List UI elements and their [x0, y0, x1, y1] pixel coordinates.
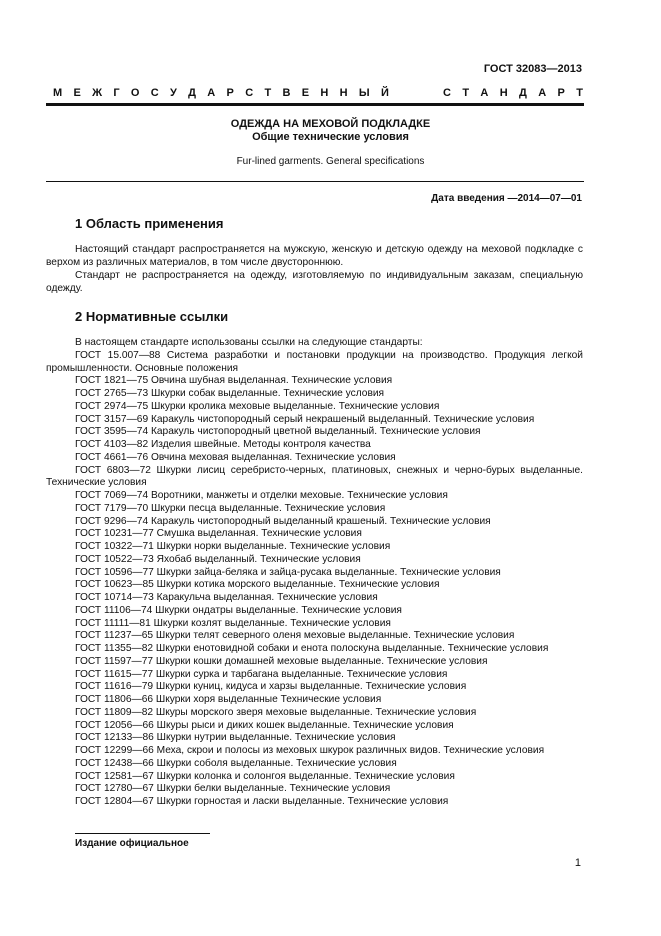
section-1-p2-text: Стандарт не распространяется на одежду, изготовляемую по индивидуальным заказам, специальную одежду. [46, 270, 583, 294]
reference-item: ГОСТ 12056—66 Шкуры рыси и диких кошек выделанные. Технические условия [75, 719, 454, 731]
reference-item: ГОСТ 12438—66 Шкурки соболя выделанные. Технические условия [75, 757, 397, 769]
banner-letter: С [150, 87, 159, 99]
reference-item: ГОСТ 15.007—88 Система разработки и постановки продукции на производство. Продукция легкой промышленности. Основные положения [46, 349, 583, 374]
reference-item: ГОСТ 10714—73 Каракульча выделанная. Технические условия [75, 592, 378, 603]
banner-letter: Н [320, 87, 329, 99]
title-sub: Общие технические условия [252, 131, 409, 143]
reference-item: ГОСТ 11615—77 Шкурки сурка и тарбагана выделанные. Технические условия [75, 668, 448, 680]
banner-letter: В [282, 87, 291, 99]
banner-letter: А [538, 87, 547, 99]
banner-letter: Т [576, 87, 583, 99]
banner-letter: О [130, 87, 140, 99]
reference-item: ГОСТ 12804—67 Шкурки горностая и ласки выделанные. Технические условия [75, 796, 449, 807]
reference-item: ГОСТ 6803—72 Шкурки лисиц серебристо-черных, платиновых, снежных и черно-бурых выделанные. Технические условия [46, 464, 583, 489]
reference-item: ГОСТ 7069—74 Воротники, манжеты и отделки меховые. Технические условия [75, 490, 448, 501]
banner-letter: А [480, 87, 489, 99]
reference-item: ГОСТ 11597—77 Шкурки кошки домашней меховые выделанные. Технические условия [75, 655, 488, 667]
reference-item: ГОСТ 2974—75 Шкурки кролика меховые выделанные. Технические условия [75, 400, 440, 412]
reference-item: ГОСТ 1821—75 Овчина шубная выделанная. Технические условия [75, 375, 393, 387]
banner-letter: Й [380, 87, 389, 99]
title-english: Fur-lined garments. General specifications [236, 156, 425, 167]
reference-item: ГОСТ 11806—66 Шкурки хоря выделанные Технические условия [75, 694, 382, 705]
introduction-date: Дата введения —2014—07—01 [431, 193, 582, 204]
title-rule [46, 181, 584, 182]
gost-number: ГОСТ 32083—2013 [483, 63, 582, 75]
banner-letter: Н [339, 87, 348, 99]
reference-item: ГОСТ 11616—79 Шкурки куниц, кидуса и харзы выделанные. Технические условия [75, 681, 467, 693]
reference-item: ГОСТ 9296—74 Каракуль чистопородный выделанный крашеный. Технические условия [75, 515, 491, 527]
reference-item: ГОСТ 10596—77 Шкурки зайца-беляка и зайца-русака выделанные. Технические условия [75, 566, 501, 578]
reference-item: ГОСТ 3595—74 Каракуль чистопородный цветной выделанный. Технические условия [75, 426, 481, 438]
banner-letter: Н [499, 87, 508, 99]
banner-letter: Т [264, 87, 272, 99]
header-rule [46, 103, 584, 106]
reference-item: ГОСТ 11355—82 Шкурки енотовидной собаки и енота полоскуна выделанные. Технические условия [75, 643, 549, 654]
reference-item: ГОСТ 12299—66 Меха, скрои и полосы из меховых шкурок различных видов. Технические условия [75, 745, 545, 756]
banner-letter: А [207, 87, 216, 99]
reference-item: ГОСТ 11237—65 Шкурки телят северного оленя меховые выделанные. Технические условия [75, 630, 515, 642]
reference-item: ГОСТ 11809—82 Шкуры морского зверя меховые выделанные. Технические условия [75, 706, 477, 718]
banner-letter: С [443, 87, 451, 99]
footer-rule [75, 833, 210, 834]
section-1-p1-text: Настоящий стандарт распространяется на мужскую, женскую и детскую одежду на меховой подкладке с верхом из различных материалов, в том числе двустороннюю. [46, 244, 583, 268]
banner-letter: Т [462, 87, 470, 99]
reference-item: ГОСТ 12581—67 Шкурки колонка и солонгоя выделанные. Технические условия [75, 770, 455, 782]
standard-banner [53, 87, 583, 99]
banner-letter: С [245, 87, 254, 99]
section-1-paragraph-2 [46, 270, 583, 295]
banner-letter: Ы [358, 87, 370, 99]
reference-item: ГОСТ 12780—67 Шкурки белки выделанные. Технические условия [75, 783, 391, 795]
section-1-heading: 1 Область применения [75, 216, 224, 231]
banner-letter: Е [73, 87, 81, 99]
banner-letter: Ж [92, 87, 103, 99]
title-main: ОДЕЖДА НА МЕХОВОЙ ПОДКЛАДКЕ [230, 118, 431, 130]
banner-letter: Г [113, 87, 120, 99]
reference-item: ГОСТ 10231—77 Смушка выделанная. Технические условия [75, 528, 362, 540]
banner-letter: У [170, 87, 177, 99]
reference-item: ГОСТ 11111—81 Шкурки козлят выделанные. Технические условия [75, 617, 391, 629]
reference-item: ГОСТ 11106—74 Шкурки ондатры выделанные. Технические условия [75, 604, 402, 616]
reference-item: ГОСТ 2765—73 Шкурки собак выделанные. Технические условия [75, 388, 385, 399]
banner-letter: Е [301, 87, 310, 99]
banner-letter: Д [188, 87, 196, 99]
section-1-paragraph-1 [46, 244, 583, 269]
reference-item: ГОСТ 3157—69 Каракуль чистопородный серый некрашеный выделанный. Технические условия [75, 413, 535, 425]
references-intro: В настоящем стандарте использованы ссылки на следующие стандарты: [75, 337, 423, 348]
reference-item: ГОСТ 4103—82 Изделия швейные. Методы контроля качества [75, 439, 371, 450]
section-2-heading: 2 Нормативные ссылки [75, 309, 229, 324]
banner-letter: М [53, 87, 63, 99]
reference-item: ГОСТ 10522—73 Яхобаб выделанный. Технические условия [75, 553, 361, 565]
banner-letter: Р [557, 87, 565, 99]
reference-item: ГОСТ 4661—76 Овчина меховая выделанная. Технические условия [75, 451, 396, 463]
document-title [0, 118, 661, 144]
reference-item: ГОСТ 12133—86 Шкурки нутрии выделанные. Технические условия [75, 732, 396, 744]
banner-letter: Д [519, 87, 527, 99]
banner-letter: Р [226, 87, 234, 99]
normative-references-list [46, 337, 583, 809]
banner-word-interstate [53, 87, 389, 99]
reference-item: ГОСТ 7179—70 Шкурки песца выделанные. Технические условия [75, 502, 386, 514]
reference-item: ГОСТ 10623—85 Шкурки котика морского выделанные. Технические условия [75, 579, 440, 591]
page-number: 1 [574, 857, 581, 869]
banner-word-standard [443, 87, 583, 99]
reference-item: ГОСТ 10322—71 Шкурки норки выделанные. Технические условия [75, 541, 391, 552]
official-edition-label: Издание официальное [75, 838, 189, 849]
